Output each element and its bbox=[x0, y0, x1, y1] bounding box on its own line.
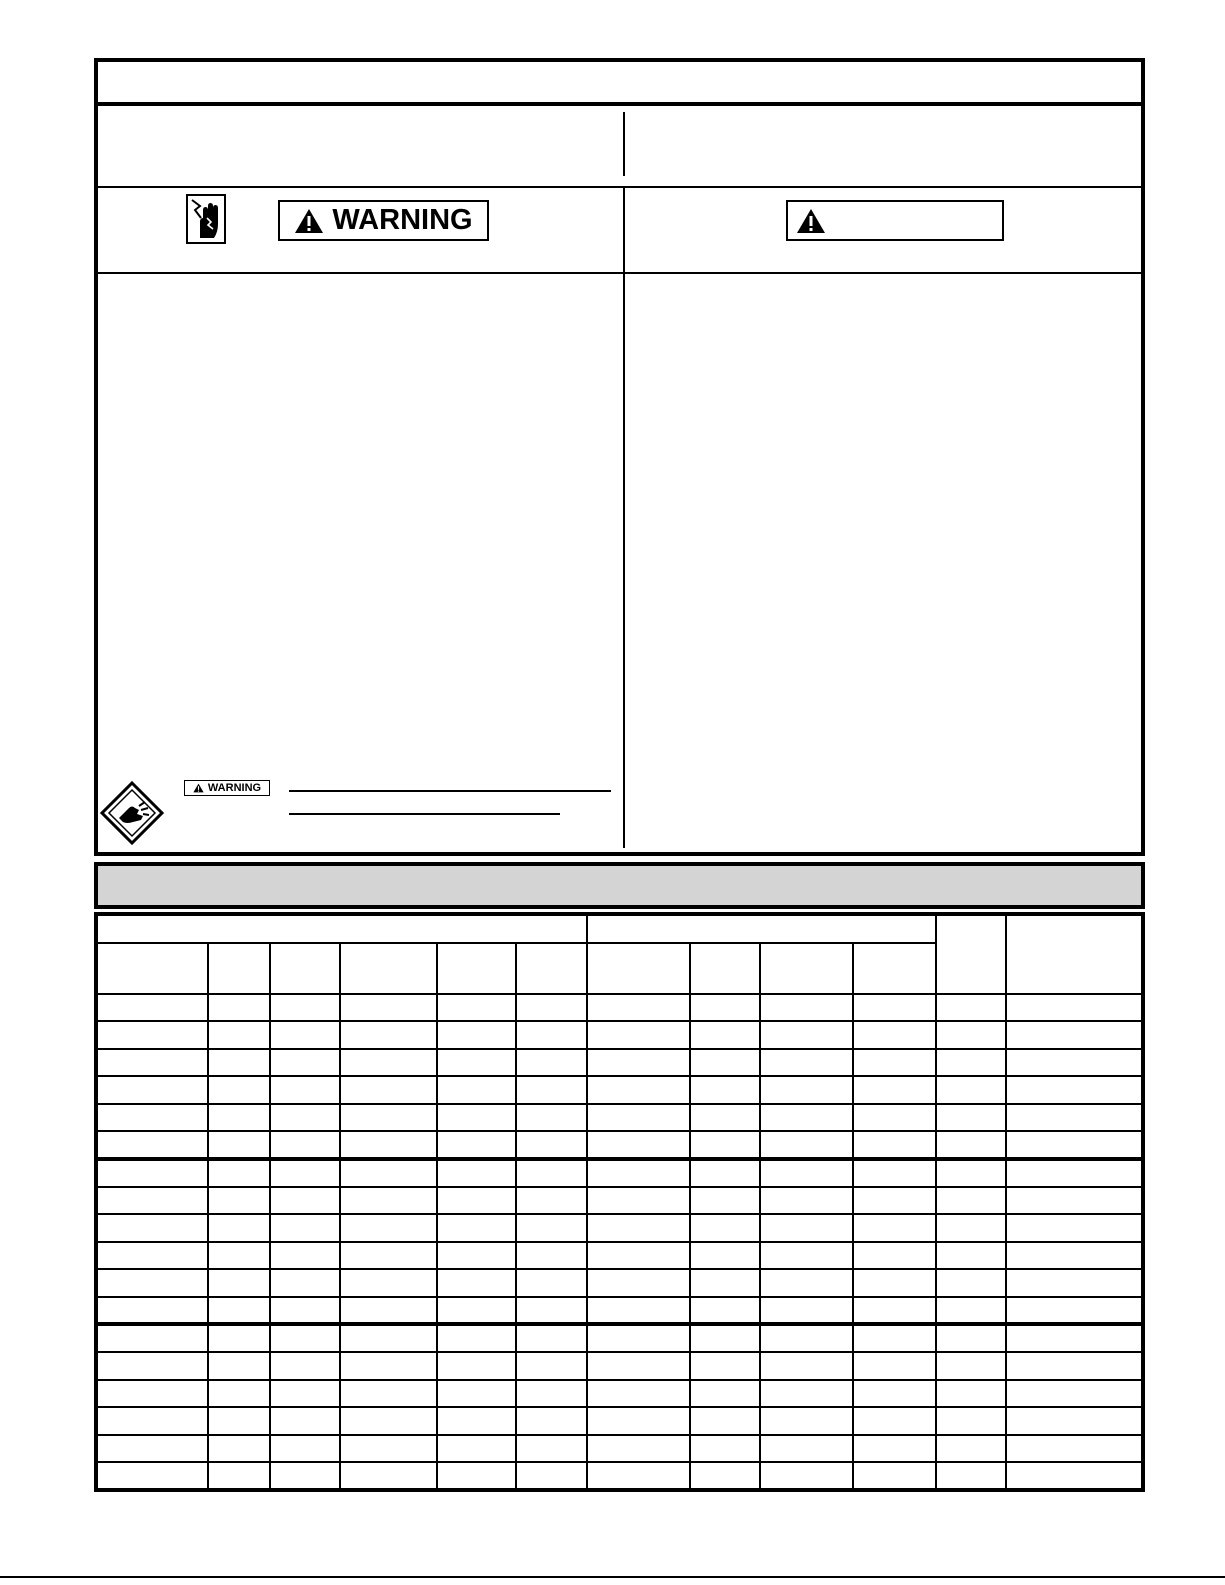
table-cell bbox=[270, 1214, 340, 1242]
table-cell bbox=[340, 1159, 436, 1187]
table-cell bbox=[587, 1435, 690, 1463]
title-divider bbox=[98, 102, 1141, 106]
table-cell bbox=[690, 1407, 760, 1435]
table-cell bbox=[1006, 1435, 1143, 1463]
table-cell bbox=[96, 1380, 208, 1408]
specification-table bbox=[94, 912, 1145, 1492]
table-cell bbox=[270, 1380, 340, 1408]
table-cell bbox=[853, 1159, 935, 1187]
warning-header-bottom-rule bbox=[98, 272, 1141, 274]
table-cell bbox=[853, 1049, 935, 1077]
table-cell bbox=[208, 1159, 270, 1187]
table-cell bbox=[760, 1435, 853, 1463]
table-row bbox=[96, 1104, 1143, 1132]
column-divider bbox=[623, 186, 625, 848]
table-cell bbox=[1006, 1297, 1143, 1325]
table-cell bbox=[516, 1380, 587, 1408]
table-cell bbox=[853, 1214, 935, 1242]
table-cell bbox=[96, 1131, 208, 1159]
table-cell bbox=[437, 1104, 516, 1132]
table-cell bbox=[340, 1131, 436, 1159]
table-cell bbox=[760, 1214, 853, 1242]
table-cell bbox=[340, 1407, 436, 1435]
table-cell bbox=[690, 1076, 760, 1104]
table-row bbox=[96, 1352, 1143, 1380]
table-cell bbox=[208, 1269, 270, 1297]
table-cell bbox=[437, 1324, 516, 1352]
table-cell bbox=[340, 994, 436, 1022]
table-cell bbox=[936, 1159, 1006, 1187]
table-header-cell bbox=[516, 943, 587, 994]
table-group-header-row bbox=[96, 914, 1143, 943]
table-cell bbox=[516, 1324, 587, 1352]
table-cell bbox=[516, 1269, 587, 1297]
warning-text-rule-1 bbox=[289, 790, 611, 792]
table-cell bbox=[270, 1242, 340, 1270]
table-cell bbox=[516, 1021, 587, 1049]
table-cell bbox=[1006, 1352, 1143, 1380]
table-cell bbox=[853, 1187, 935, 1215]
table-cell bbox=[760, 1407, 853, 1435]
table-cell bbox=[340, 1352, 436, 1380]
table-cell bbox=[587, 1462, 690, 1490]
table-cell bbox=[936, 994, 1006, 1022]
table-cell bbox=[96, 1214, 208, 1242]
table-cell bbox=[936, 1407, 1006, 1435]
table-row bbox=[96, 1380, 1143, 1408]
table-cell bbox=[437, 1352, 516, 1380]
table-cell bbox=[760, 1242, 853, 1270]
table-cell bbox=[587, 1407, 690, 1435]
table-cell bbox=[1006, 1131, 1143, 1159]
electric-shock-hand-icon bbox=[186, 194, 226, 244]
page-bottom-rule bbox=[0, 1576, 1225, 1578]
table-cell bbox=[853, 1407, 935, 1435]
table-cell bbox=[516, 1104, 587, 1132]
table-cell bbox=[853, 1076, 935, 1104]
table-cell bbox=[96, 1324, 208, 1352]
table-header-cell bbox=[936, 914, 1006, 994]
table-cell bbox=[587, 1021, 690, 1049]
table-cell bbox=[208, 1076, 270, 1104]
table-cell bbox=[760, 1380, 853, 1408]
table-cell bbox=[437, 1269, 516, 1297]
table-cell bbox=[690, 1104, 760, 1132]
table-cell bbox=[1006, 1214, 1143, 1242]
table-cell bbox=[760, 1159, 853, 1187]
table-cell bbox=[690, 1131, 760, 1159]
table-cell bbox=[96, 1297, 208, 1325]
safety-frame bbox=[94, 58, 1145, 856]
table-cell bbox=[760, 1269, 853, 1297]
table-row bbox=[96, 1159, 1143, 1187]
table-cell bbox=[936, 1131, 1006, 1159]
table-cell bbox=[587, 1324, 690, 1352]
table-cell bbox=[340, 1021, 436, 1049]
table-row bbox=[96, 1214, 1143, 1242]
table-cell bbox=[516, 1159, 587, 1187]
table-cell bbox=[270, 1407, 340, 1435]
table-row bbox=[96, 1462, 1143, 1490]
table-cell bbox=[208, 1131, 270, 1159]
table-cell bbox=[208, 1435, 270, 1463]
table-cell bbox=[208, 1049, 270, 1077]
warning-header-top-rule bbox=[98, 186, 1141, 188]
table-cell bbox=[587, 1187, 690, 1215]
table-row bbox=[96, 1131, 1143, 1159]
table-cell bbox=[690, 1269, 760, 1297]
table-cell bbox=[208, 1380, 270, 1408]
table-cell bbox=[340, 1104, 436, 1132]
exclamation-triangle-icon bbox=[796, 208, 826, 234]
table-cell bbox=[340, 1214, 436, 1242]
table-cell bbox=[936, 1352, 1006, 1380]
table-cell bbox=[936, 1462, 1006, 1490]
table-cell bbox=[690, 1159, 760, 1187]
table-cell bbox=[587, 1352, 690, 1380]
table-cell bbox=[270, 1352, 340, 1380]
table-cell bbox=[936, 1324, 1006, 1352]
table-header-cell bbox=[208, 943, 270, 994]
table-cell bbox=[936, 1297, 1006, 1325]
table-cell bbox=[516, 1049, 587, 1077]
table-group-header bbox=[587, 914, 936, 943]
table-cell bbox=[516, 1352, 587, 1380]
table-cell bbox=[208, 994, 270, 1022]
table-cell bbox=[853, 1242, 935, 1270]
table-cell bbox=[270, 1324, 340, 1352]
table-cell bbox=[270, 1297, 340, 1325]
table-cell bbox=[437, 1462, 516, 1490]
table-cell bbox=[516, 1297, 587, 1325]
table-cell bbox=[96, 1242, 208, 1270]
table-header-cell bbox=[96, 943, 208, 994]
table-cell bbox=[96, 1104, 208, 1132]
table-cell bbox=[208, 1324, 270, 1352]
table-cell bbox=[853, 1131, 935, 1159]
table-cell bbox=[690, 1214, 760, 1242]
table-cell bbox=[96, 1049, 208, 1077]
table-cell bbox=[690, 1021, 760, 1049]
table-row bbox=[96, 1242, 1143, 1270]
table-cell bbox=[96, 1462, 208, 1490]
table-cell bbox=[760, 1352, 853, 1380]
table-row bbox=[96, 1324, 1143, 1352]
warning-label-text: WARNING bbox=[332, 204, 473, 236]
table-cell bbox=[760, 1324, 853, 1352]
table-cell bbox=[437, 1407, 516, 1435]
table-cell bbox=[340, 1297, 436, 1325]
table-cell bbox=[340, 1187, 436, 1215]
table-row bbox=[96, 1297, 1143, 1325]
table-cell bbox=[516, 1242, 587, 1270]
table-cell bbox=[270, 1049, 340, 1077]
table-cell bbox=[936, 1104, 1006, 1132]
table-cell bbox=[853, 1269, 935, 1297]
table-cell bbox=[587, 994, 690, 1022]
table-cell bbox=[853, 1021, 935, 1049]
table-cell bbox=[270, 1104, 340, 1132]
table-cell bbox=[340, 1076, 436, 1104]
table-cell bbox=[516, 1407, 587, 1435]
table-header-cell bbox=[690, 943, 760, 994]
table-cell bbox=[208, 1352, 270, 1380]
table-cell bbox=[340, 1242, 436, 1270]
table-cell bbox=[587, 1269, 690, 1297]
table-cell bbox=[690, 1242, 760, 1270]
table-cell bbox=[936, 1380, 1006, 1408]
table-cell bbox=[936, 1242, 1006, 1270]
table-header-cell bbox=[587, 943, 690, 994]
table-cell bbox=[1006, 1269, 1143, 1297]
table-cell bbox=[936, 1021, 1006, 1049]
table-cell bbox=[270, 1021, 340, 1049]
table-header-cell bbox=[853, 943, 935, 994]
table-cell bbox=[690, 1324, 760, 1352]
table-cell bbox=[1006, 994, 1143, 1022]
table-cell bbox=[437, 1435, 516, 1463]
table-row bbox=[96, 1269, 1143, 1297]
table-cell bbox=[516, 1435, 587, 1463]
table-cell bbox=[1006, 1407, 1143, 1435]
table-cell bbox=[690, 1297, 760, 1325]
table-cell bbox=[96, 1435, 208, 1463]
table-cell bbox=[587, 1380, 690, 1408]
table-cell bbox=[437, 1049, 516, 1077]
table-cell bbox=[853, 1297, 935, 1325]
table-cell bbox=[760, 1462, 853, 1490]
table-cell bbox=[516, 1187, 587, 1215]
table-cell bbox=[437, 1131, 516, 1159]
table-cell bbox=[690, 1380, 760, 1408]
table-cell bbox=[690, 1049, 760, 1077]
table-cell bbox=[270, 1187, 340, 1215]
table-cell bbox=[1006, 1242, 1143, 1270]
table-cell bbox=[208, 1407, 270, 1435]
table-cell bbox=[1006, 1187, 1143, 1215]
table-cell bbox=[853, 1104, 935, 1132]
table-cell bbox=[936, 1435, 1006, 1463]
table-header-cell bbox=[1006, 914, 1143, 994]
table-cell bbox=[853, 1352, 935, 1380]
table-cell bbox=[690, 1352, 760, 1380]
table-cell bbox=[760, 1104, 853, 1132]
table-row bbox=[96, 1076, 1143, 1104]
table-cell bbox=[1006, 1324, 1143, 1352]
table-cell bbox=[340, 1269, 436, 1297]
table-cell bbox=[760, 1187, 853, 1215]
table-cell bbox=[587, 1214, 690, 1242]
table-cell bbox=[96, 1021, 208, 1049]
intro-column-divider bbox=[623, 112, 625, 176]
table-cell bbox=[587, 1242, 690, 1270]
table-cell bbox=[270, 1269, 340, 1297]
table-cell bbox=[853, 1435, 935, 1463]
table-cell bbox=[516, 1131, 587, 1159]
table-row bbox=[96, 994, 1143, 1022]
table-cell bbox=[270, 1435, 340, 1463]
warning-label-small bbox=[184, 780, 270, 796]
table-cell bbox=[437, 1159, 516, 1187]
table-cell bbox=[853, 1324, 935, 1352]
table-cell bbox=[760, 1049, 853, 1077]
table-cell bbox=[437, 1076, 516, 1104]
table-cell bbox=[587, 1297, 690, 1325]
table-cell bbox=[853, 1462, 935, 1490]
table-cell bbox=[208, 1104, 270, 1132]
table-cell bbox=[96, 1407, 208, 1435]
table-cell bbox=[516, 1214, 587, 1242]
table-cell bbox=[690, 1435, 760, 1463]
warning-text-rule-2 bbox=[289, 813, 560, 815]
table-cell bbox=[516, 994, 587, 1022]
table-row bbox=[96, 1435, 1143, 1463]
table-cell bbox=[208, 1214, 270, 1242]
table-cell bbox=[1006, 1076, 1143, 1104]
table-cell bbox=[760, 1297, 853, 1325]
table-cell bbox=[690, 1462, 760, 1490]
warning-label-small-text: WARNING bbox=[207, 782, 262, 794]
table-cell bbox=[760, 1076, 853, 1104]
table-cell bbox=[760, 1131, 853, 1159]
table-cell bbox=[936, 1049, 1006, 1077]
table-cell bbox=[760, 994, 853, 1022]
table-cell bbox=[587, 1076, 690, 1104]
table-cell bbox=[208, 1021, 270, 1049]
table-cell bbox=[437, 1214, 516, 1242]
table-cell bbox=[208, 1297, 270, 1325]
table-cell bbox=[96, 994, 208, 1022]
table-cell bbox=[853, 1380, 935, 1408]
table-cell bbox=[96, 1159, 208, 1187]
cut-hazard-hand-icon bbox=[99, 780, 165, 846]
table-cell bbox=[1006, 1104, 1143, 1132]
table-cell bbox=[270, 1462, 340, 1490]
table-cell bbox=[96, 1352, 208, 1380]
table-cell bbox=[437, 1242, 516, 1270]
table-cell bbox=[270, 1076, 340, 1104]
table-cell bbox=[208, 1187, 270, 1215]
table-cell bbox=[690, 994, 760, 1022]
table-cell bbox=[96, 1187, 208, 1215]
table-cell bbox=[587, 1159, 690, 1187]
caution-label-box bbox=[786, 200, 1004, 241]
table-cell bbox=[340, 1049, 436, 1077]
table-header-cell bbox=[340, 943, 436, 994]
exclamation-triangle-icon bbox=[193, 783, 204, 793]
table-cell bbox=[437, 994, 516, 1022]
table-cell bbox=[270, 994, 340, 1022]
table-cell bbox=[270, 1131, 340, 1159]
table-cell bbox=[340, 1380, 436, 1408]
table-cell bbox=[587, 1104, 690, 1132]
table-cell bbox=[936, 1076, 1006, 1104]
table-cell bbox=[587, 1049, 690, 1077]
table-cell bbox=[1006, 1021, 1143, 1049]
table-cell bbox=[340, 1324, 436, 1352]
table-header-cell bbox=[270, 943, 340, 994]
table-cell bbox=[516, 1462, 587, 1490]
section-banner bbox=[94, 862, 1145, 909]
table-cell bbox=[1006, 1159, 1143, 1187]
exclamation-triangle-icon bbox=[294, 208, 324, 234]
table-cell bbox=[853, 994, 935, 1022]
table-cell bbox=[1006, 1462, 1143, 1490]
table-cell bbox=[1006, 1380, 1143, 1408]
table-cell bbox=[208, 1242, 270, 1270]
table-cell bbox=[340, 1462, 436, 1490]
table-cell bbox=[96, 1269, 208, 1297]
table-cell bbox=[208, 1462, 270, 1490]
table-cell bbox=[936, 1269, 1006, 1297]
table-cell bbox=[690, 1187, 760, 1215]
table-cell bbox=[270, 1159, 340, 1187]
table-row bbox=[96, 1407, 1143, 1435]
table-header-cell bbox=[437, 943, 516, 994]
table-cell bbox=[936, 1214, 1006, 1242]
table-cell bbox=[437, 1021, 516, 1049]
warning-label-large bbox=[278, 200, 489, 241]
table-cell bbox=[340, 1435, 436, 1463]
table-cell bbox=[437, 1297, 516, 1325]
table-cell bbox=[437, 1187, 516, 1215]
table-group-header bbox=[96, 914, 587, 943]
table-cell bbox=[760, 1021, 853, 1049]
table-row bbox=[96, 1187, 1143, 1215]
table-cell bbox=[437, 1380, 516, 1408]
table-cell bbox=[1006, 1049, 1143, 1077]
table-header-cell bbox=[760, 943, 853, 994]
table-cell bbox=[587, 1131, 690, 1159]
table-cell bbox=[516, 1076, 587, 1104]
table-row bbox=[96, 1049, 1143, 1077]
table-cell bbox=[936, 1187, 1006, 1215]
table-cell bbox=[96, 1076, 208, 1104]
table-row bbox=[96, 1021, 1143, 1049]
